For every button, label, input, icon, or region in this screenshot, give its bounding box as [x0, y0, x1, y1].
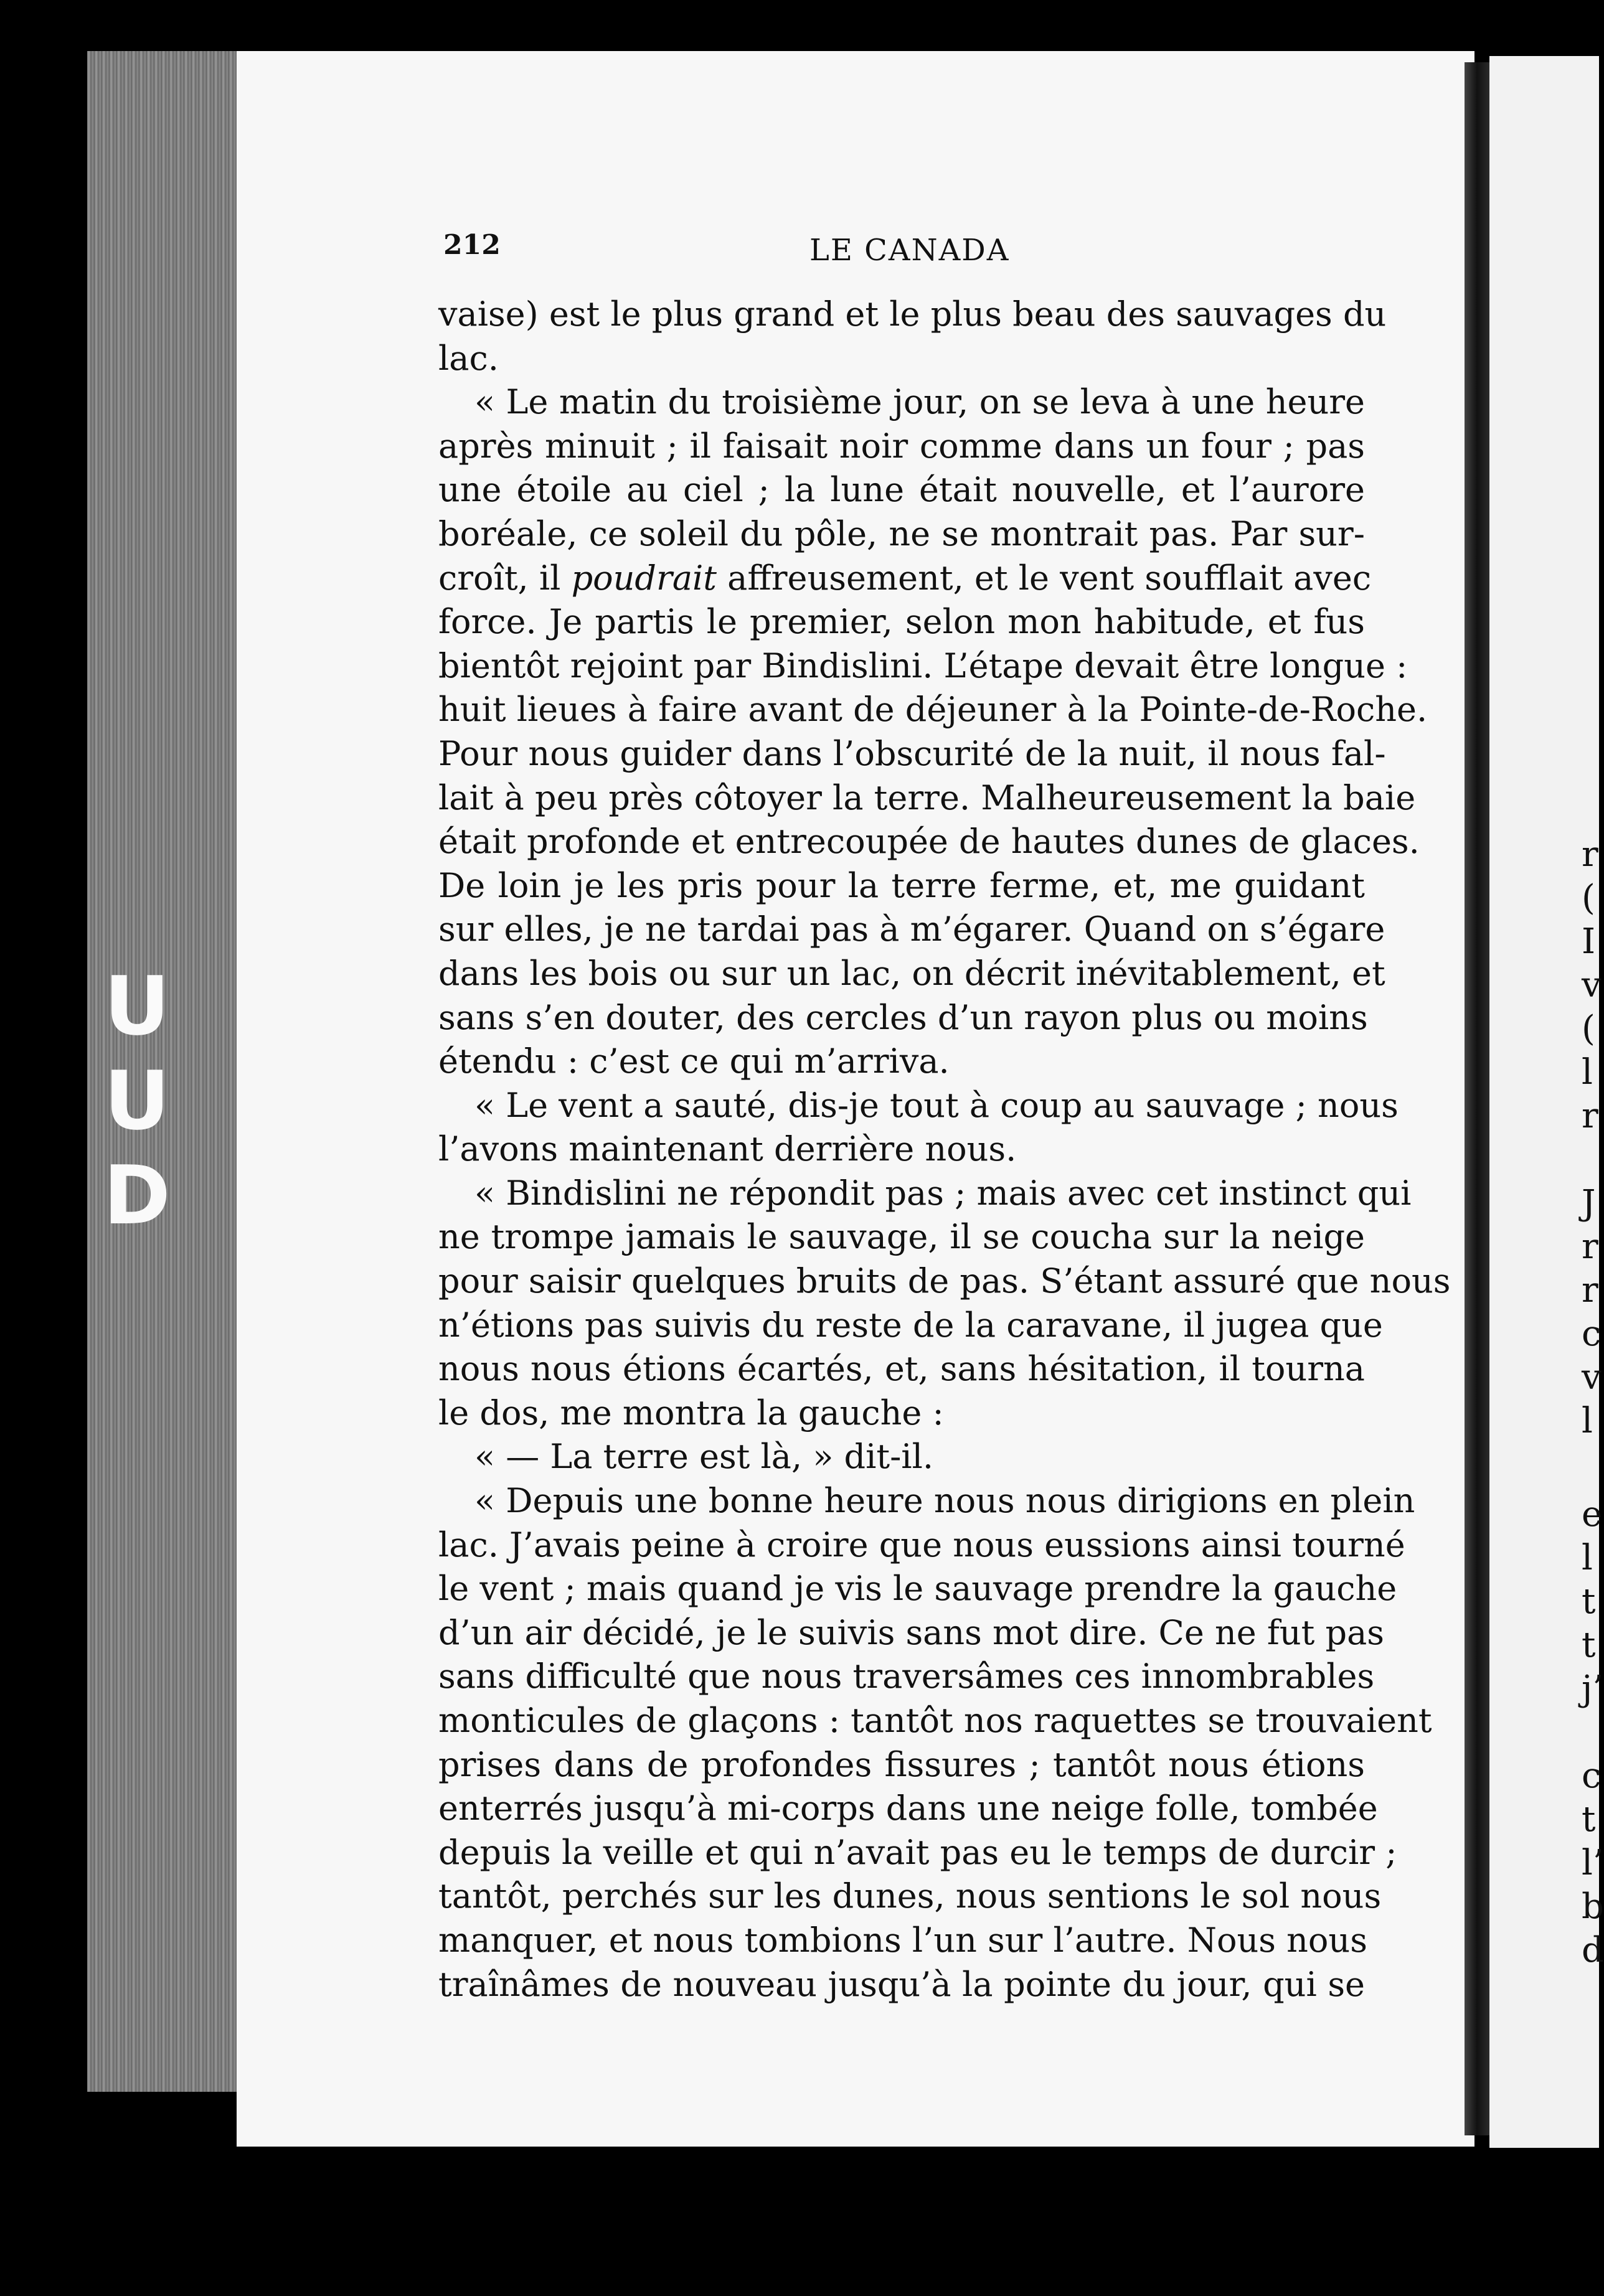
text-line: huit lieues à faire avant de déjeuner à la Pointe-de-Roche.: [438, 690, 1428, 730]
text-line: tantôt, perchés sur les dunes, nous sentions le sol nous: [438, 1876, 1382, 1916]
text-line: sans s’en douter, des cercles d’un rayon plus ou moins: [438, 997, 1368, 1037]
text-line: lac.: [438, 338, 499, 378]
text-line: vaise) est le plus grand et le plus beau des sauvages du: [438, 294, 1387, 334]
text-line-part: croît, il: [438, 558, 572, 598]
text-line: [438, 557, 1372, 601]
text-line: manquer, et nous tombions l’un sur l’autre. Nous nous: [438, 1920, 1367, 1960]
text-line: Pour nous guider dans l’obscurité de la nuit, il nous fal-: [438, 733, 1386, 773]
adjacent-page-fragment: c: [1582, 1756, 1602, 1796]
adjacent-page-fragment: r: [1582, 1096, 1598, 1136]
adjacent-page-fragment: j’: [1582, 1668, 1604, 1709]
text-line: le dos, me montra la gauche :: [438, 1393, 944, 1433]
page-gutter: [1465, 62, 1489, 2135]
text-line: n’étions pas suivis du reste de la caravane, il jugea que: [438, 1305, 1383, 1345]
adjacent-page-fragment: r: [1582, 1226, 1598, 1267]
adjacent-page-fragment: t: [1582, 1581, 1596, 1622]
adjacent-page-fragment: (: [1582, 878, 1595, 918]
adjacent-page-fragment: d: [1582, 1930, 1604, 1970]
adjacent-page-fragment: e: [1582, 1494, 1603, 1535]
text-line: « — La terre est là, » dit-il.: [474, 1437, 934, 1477]
text-line: enterrés jusqu’à mi-corps dans une neige folle, tombée: [438, 1789, 1378, 1828]
adjacent-page-fragment: l’: [1582, 1843, 1604, 1883]
adjacent-page-fragment: b: [1582, 1886, 1604, 1927]
text-line: sur elles, je ne tardai pas à m’égarer. Quand on s’égare: [438, 910, 1385, 949]
page-number: 212: [443, 229, 501, 261]
adjacent-page-fragment: J: [1582, 1183, 1596, 1223]
text-line: l’avons maintenant derrière nous.: [438, 1129, 1017, 1169]
adjacent-page-fragment: l: [1582, 1538, 1593, 1578]
text-line: force. Je partis le premier, selon mon habitude, et fus: [438, 602, 1365, 642]
adjacent-page-fragment: l: [1582, 1052, 1593, 1093]
text-line: traînâmes de nouveau jusqu’à la pointe du jour, qui se: [438, 1964, 1365, 2004]
text-line: lac. J’avais peine à croire que nous eussions ainsi tourné: [438, 1525, 1405, 1564]
emphasized-word: poudrait: [571, 558, 717, 598]
text-line: le vent ; mais quand je vis le sauvage prendre la gauche: [438, 1569, 1397, 1609]
text-line: ne trompe jamais le sauvage, il se coucha sur la neige: [438, 1217, 1365, 1257]
adjacent-page-fragment: r: [1582, 834, 1598, 875]
text-line: bientôt rejoint par Bindislini. L’étape devait être longue :: [438, 646, 1408, 685]
text-line: une étoile au ciel ; la lune était nouvelle, et l’aurore: [438, 470, 1365, 510]
adjacent-page-fragment: t: [1582, 1799, 1596, 1840]
text-line: boréale, ce soleil du pôle, ne se montrait pas. Par sur-: [438, 514, 1365, 553]
text-line: était profonde et entrecoupée de hautes dunes de glaces.: [438, 822, 1420, 862]
text-line: « Bindislini ne répondit pas ; mais avec cet instinct qui: [474, 1173, 1412, 1213]
text-line: étendu : c’est ce qui m’arriva.: [438, 1042, 950, 1081]
text-line: d’un air décidé, je le suivis sans mot dire. Ce ne fut pas: [438, 1612, 1384, 1652]
text-line: prises dans de profondes fissures ; tantôt nous étions: [438, 1744, 1365, 1784]
adjacent-page-fragment: l: [1582, 1401, 1593, 1441]
running-head: LE CANADA: [809, 233, 1010, 268]
adjacent-page-fragment: v: [1582, 965, 1602, 1005]
text-line: dans les bois ou sur un lac, on décrit inévitablement, et: [438, 953, 1385, 993]
text-line: « Depuis une bonne heure nous nous dirigions en plein: [474, 1481, 1415, 1521]
text-line: nous nous étions écartés, et, sans hésitation, il tourna: [438, 1349, 1365, 1389]
text-line: monticules de glaçons : tantôt nos raquettes se trouvaient: [438, 1701, 1432, 1740]
text-line: sans difficulté que nous traversâmes ces innombrables: [438, 1657, 1375, 1696]
body-text: [438, 293, 1451, 2007]
adjacent-page-fragment: t: [1582, 1625, 1596, 1665]
adjacent-page-fragment: c: [1582, 1314, 1602, 1354]
text-line: pour saisir quelques bruits de pas. S’étant assuré que nous: [438, 1261, 1451, 1301]
edge-mark: UUD: [90, 959, 184, 1243]
text-line: « Le vent a sauté, dis-je tout à coup au sauvage ; nous: [474, 1085, 1399, 1125]
adjacent-page-fragment: (: [1582, 1009, 1595, 1049]
text-line: lait à peu près côtoyer la terre. Malheureusement la baie: [438, 778, 1416, 817]
text-line: depuis la veille et qui n’avait pas eu le temps de durcir ;: [438, 1832, 1397, 1872]
adjacent-page-fragment: v: [1582, 1357, 1602, 1398]
adjacent-page-fragment: r: [1582, 1270, 1598, 1310]
text-line: « Le matin du troisième jour, on se leva à une heure: [474, 382, 1365, 422]
text-line: De loin je les pris pour la terre ferme, et, me guidant: [438, 865, 1365, 905]
text-line-part: affreusement, et le vent soufflait avec: [716, 558, 1372, 598]
adjacent-page-fragment: I: [1582, 921, 1596, 962]
text-line: après minuit ; il faisait noir comme dans un four ; pas: [438, 426, 1365, 466]
